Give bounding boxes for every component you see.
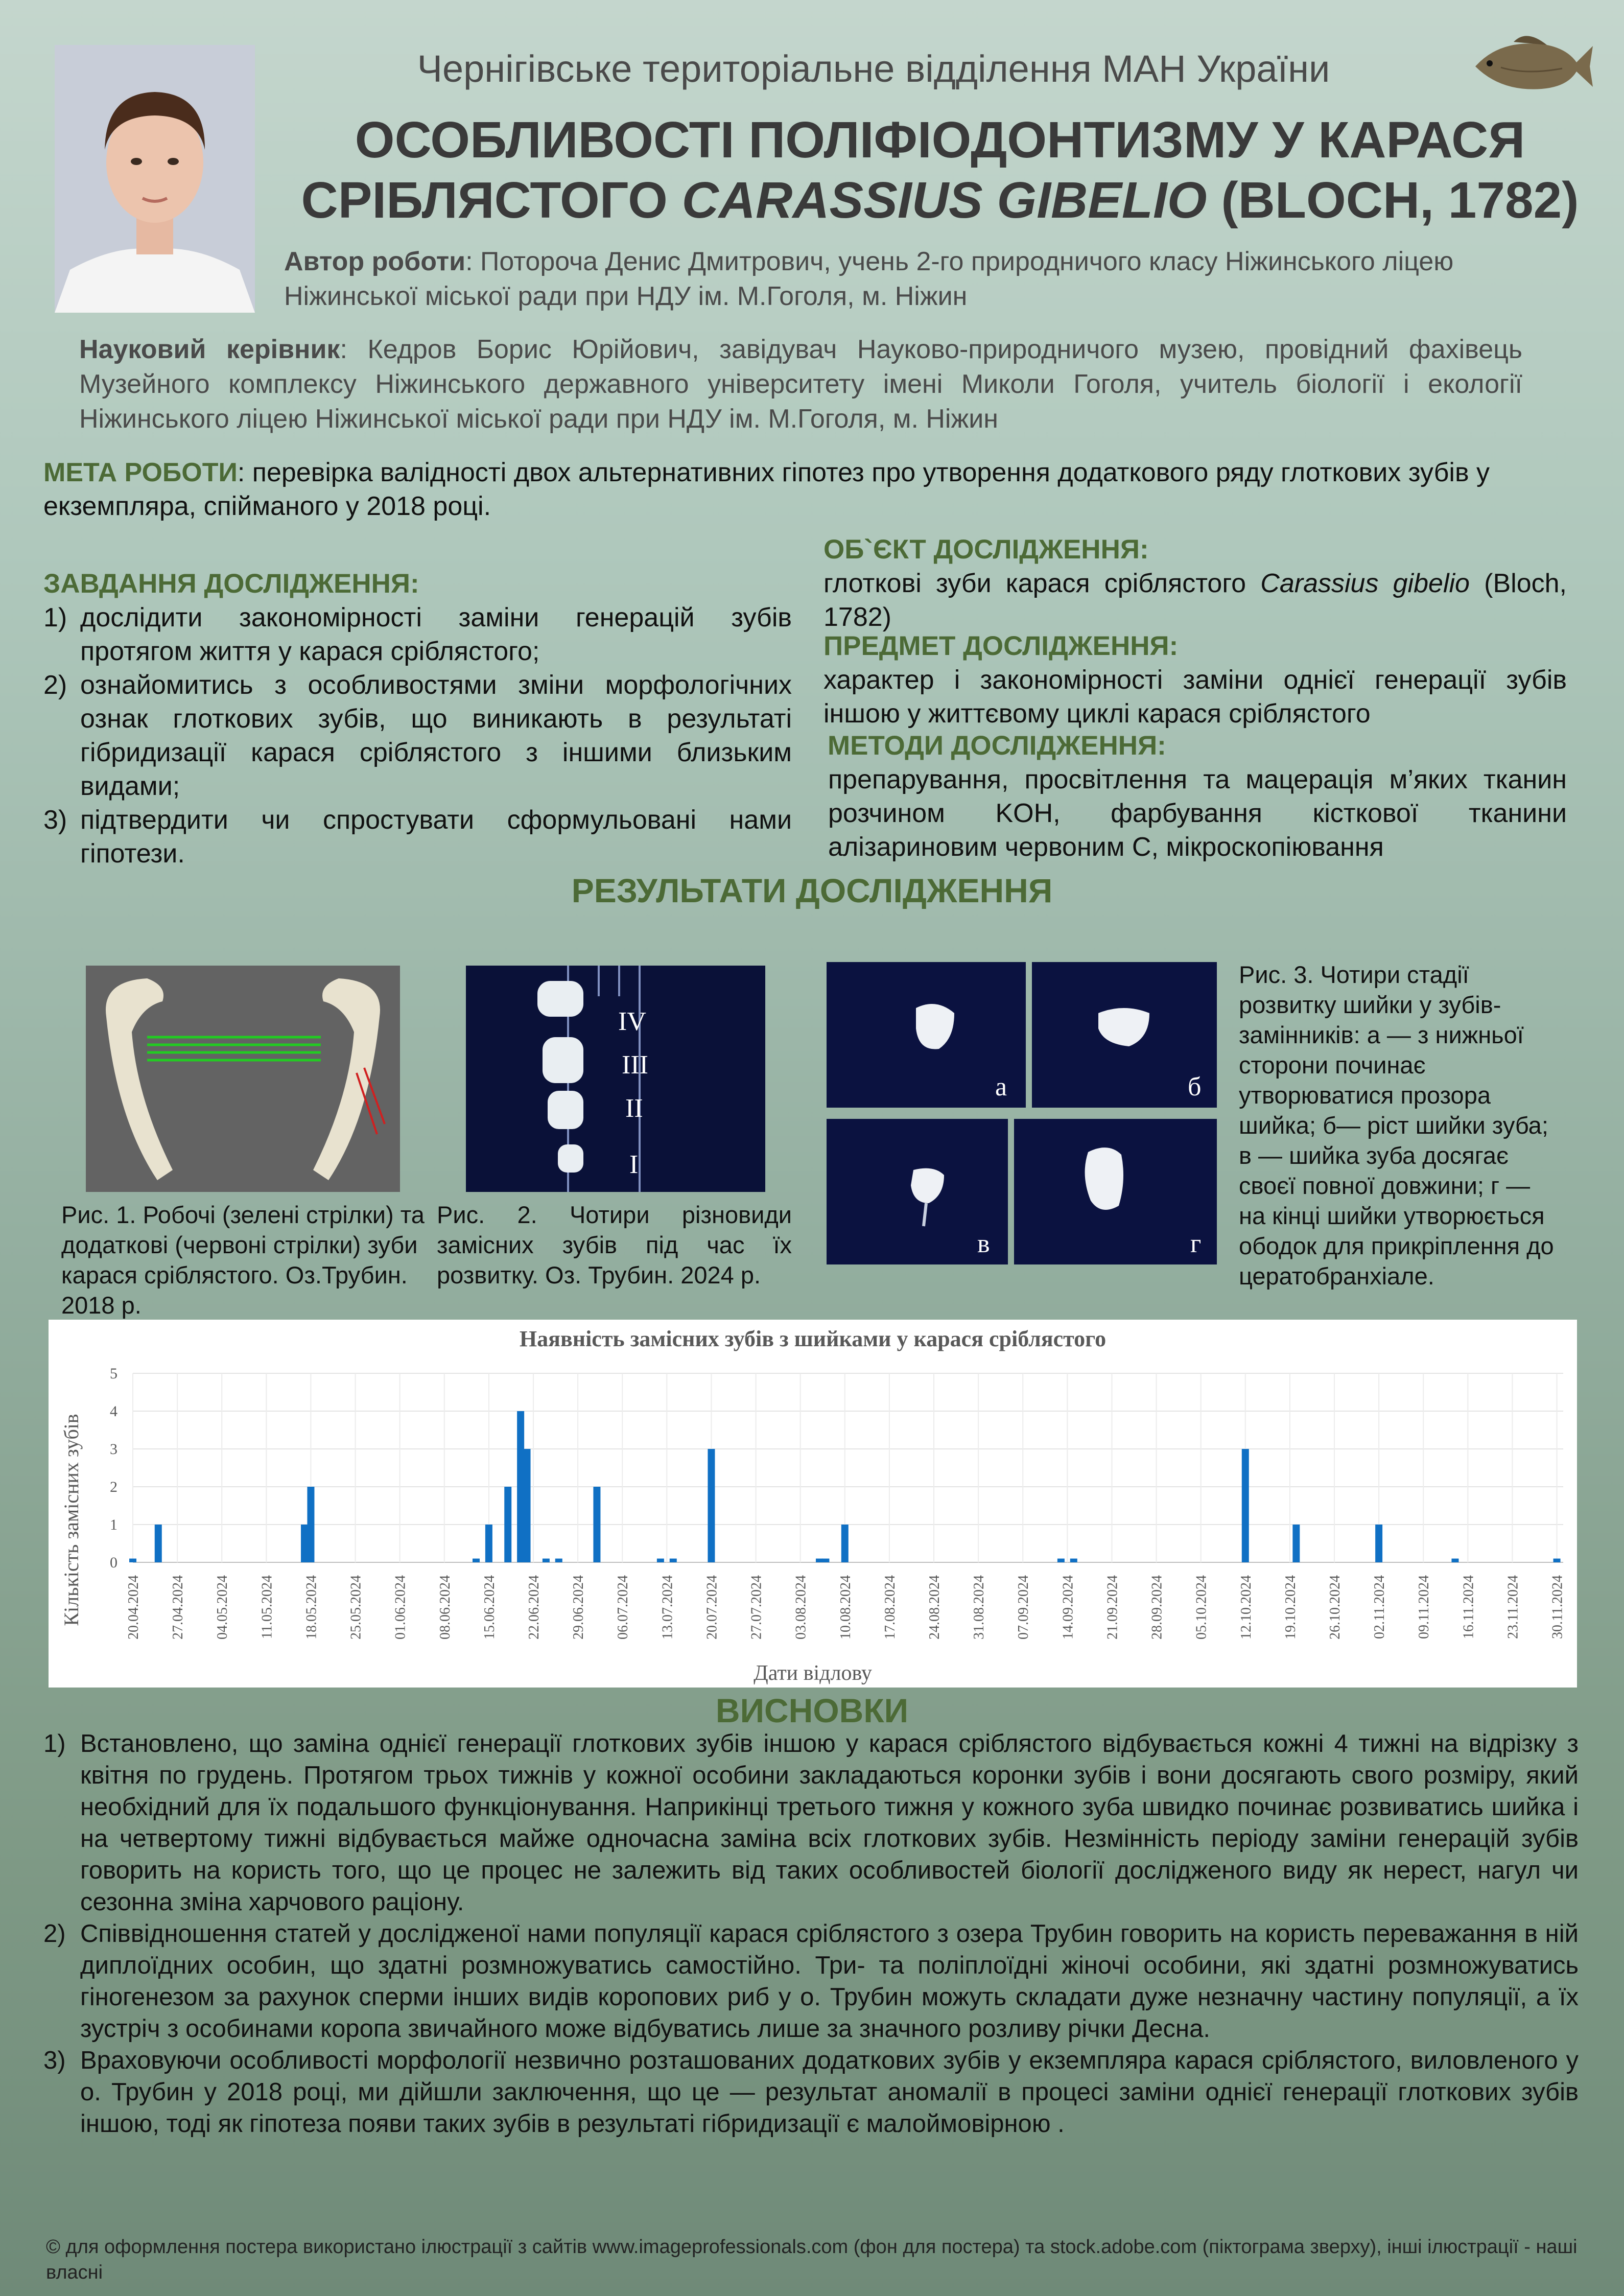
chart-xtick-label: 13.07.2024 — [660, 1575, 676, 1639]
fig3-label-v: в — [977, 1229, 990, 1258]
conclusion-item-number: 1) — [43, 1730, 66, 1758]
title-prefix: СРІБЛЯСТОГО — [301, 172, 682, 229]
chart-bar — [1292, 1525, 1300, 1562]
chart-xtick-label: 16.11.2024 — [1461, 1575, 1477, 1639]
object-species: Carassius gibelio — [1260, 569, 1470, 598]
chart-xtick-label: 03.08.2024 — [793, 1575, 809, 1639]
aim-label: МЕТА РОБОТИ — [43, 458, 238, 487]
figure-3b-photo — [1032, 962, 1217, 1108]
chart-xtick-label: 28.09.2024 — [1149, 1575, 1165, 1639]
chart-title: Наявність замісних зубів з шийками у карася сріблястого — [519, 1326, 1107, 1351]
chart-ytick-label: 4 — [110, 1403, 117, 1420]
chart-bar — [129, 1559, 136, 1562]
chart-xtick-label: 18.05.2024 — [303, 1575, 320, 1639]
chart-ytick-label: 3 — [110, 1441, 117, 1458]
results-heading: РЕЗУЛЬТАТИ ДОСЛІДЖЕННЯ — [571, 872, 1053, 909]
chart-xtick-label: 05.10.2024 — [1193, 1575, 1210, 1639]
chart-ytick-label: 2 — [110, 1479, 117, 1495]
figure-3d-photo — [1014, 1119, 1217, 1264]
chart-xtick-label: 24.08.2024 — [927, 1575, 943, 1639]
chart-bar — [155, 1525, 162, 1562]
figure-3a-photo — [827, 962, 1026, 1108]
advisor-label: Науковий керівник — [79, 335, 340, 364]
methods-heading: МЕТОДИ ДОСЛІДЖЕННЯ: — [828, 731, 1166, 761]
title-line-1: ОСОБЛИВОСТІ ПОЛІФІОДОНТИЗМУ У КАРАСЯ — [355, 111, 1525, 169]
title-species: CARASSIUS GIBELIO — [681, 172, 1207, 229]
aim-block — [43, 456, 1584, 523]
chart-xtick-label: 19.10.2024 — [1282, 1575, 1299, 1639]
conclusion-item — [43, 1918, 1579, 2045]
chart-bar — [1057, 1559, 1065, 1562]
task-item-text: ознайомитись з особливостями зміни морфологічних ознак глоткових зубів, що виникають в результаті гібридизації карася сріблястого з іншими близьким видами; — [80, 670, 792, 801]
chart-bar — [504, 1487, 511, 1562]
object-heading-text: ОБ`ЄКТ ДОСЛІДЖЕННЯ — [823, 534, 1140, 565]
conclusion-item — [43, 2045, 1579, 2140]
subject-text: характер і закономірності заміни однієї генерації зубів іншою у життєвому циклі карася сріблястого — [823, 665, 1567, 729]
chart-xtick-label: 15.06.2024 — [481, 1575, 498, 1639]
chart-xtick-label: 31.08.2024 — [971, 1575, 987, 1639]
chart-bar — [524, 1449, 531, 1562]
fig3-label-g: г — [1190, 1229, 1202, 1258]
tasks-heading: ЗАВДАННЯ ДОСЛІДЖЕННЯ: — [43, 569, 419, 599]
chart-bar — [670, 1559, 677, 1562]
chart-xtick-label: 25.05.2024 — [348, 1575, 364, 1639]
chart-bar — [1242, 1449, 1249, 1562]
methods-text: препарування, просвітлення та мацерація м’яких тканин розчином KOH, фарбування кісткової тканини алізариновим червоним С, мікроскопіювання — [828, 765, 1567, 862]
conclusion-item-number: 2) — [43, 1920, 66, 1948]
figure-3c-photo — [827, 1119, 1008, 1264]
chart-xtick-label: 14.09.2024 — [1060, 1575, 1076, 1639]
fig2-label-iv: IV — [618, 1007, 646, 1036]
chart-ytick-label: 0 — [110, 1554, 117, 1571]
task-item — [43, 601, 792, 668]
conclusion-item-number: 3) — [43, 2047, 66, 2074]
methods-block — [828, 729, 1567, 864]
figure-3-caption: Рис. 3. Чотири стадії розвитку шийки у зубів-замінників: а — з нижньої сторони починає утворюватися прозора шийка; б— ріст шийки зуба; в — шийка зуба досягає своєї повної довжини; г — на кінці шийки утворюється ободок для прикріплення до цератобранхіале. — [1239, 961, 1554, 1290]
chart-bar — [307, 1487, 314, 1562]
chart-xtick-label: 06.07.2024 — [615, 1575, 631, 1639]
chart-bar — [1070, 1559, 1077, 1562]
chart-bar — [485, 1525, 492, 1562]
tasks-block — [43, 567, 792, 871]
chart-xtick-label: 12.10.2024 — [1238, 1575, 1254, 1639]
figure-1-photo — [86, 966, 400, 1192]
object-text-prefix: глоткові зуби карася сріблястого — [823, 569, 1261, 598]
chart-bar — [543, 1559, 550, 1562]
chart-bar — [1451, 1559, 1458, 1562]
conclusion-item-text: Враховуючи особливості морфології незвично розташованих додаткових зубів у екземпляра карася сріблястого, виловленого у о. Трубин у 2018 році, ми дійшли заключення, що це — результат аномалії в процесі заміни однієї генерації глоткових зубів іншою, тоді як гіпотеза появи таких зубів в результаті гібридизації є малоймовірною . — [80, 2047, 1579, 2138]
subject-heading: ПРЕДМЕТ ДОСЛІДЖЕННЯ: — [823, 631, 1179, 661]
fig3-label-b: б — [1188, 1072, 1202, 1102]
object-block — [823, 533, 1567, 634]
aim-text: : перевірка валідності двох альтернативних гіпотез про утворення додаткового ряду глоткових зубів у екземпляра, спійманого у 2018 році. — [43, 458, 1490, 521]
chart-bar — [593, 1487, 600, 1562]
poster-title — [276, 110, 1604, 230]
chart-xtick-label: 27.04.2024 — [170, 1575, 186, 1639]
task-item-text: підтвердити чи спростувати сформульовані нами гіпотези. — [80, 805, 792, 869]
author-portrait — [55, 45, 255, 313]
advisor-block — [79, 332, 1522, 436]
conclusions-heading: ВИСНОВКИ — [715, 1692, 909, 1729]
chart-xtick-label: 04.05.2024 — [215, 1575, 231, 1639]
fig2-label-iii: III — [622, 1050, 648, 1080]
chart-xtick-label: 27.07.2024 — [748, 1575, 765, 1639]
title-suffix: (BLOCH, 1782) — [1207, 172, 1579, 229]
chart-bar — [517, 1411, 524, 1562]
figure-2-photo — [466, 966, 765, 1192]
chart-bar — [841, 1525, 849, 1562]
chart-xtick-label: 20.07.2024 — [704, 1575, 720, 1639]
organization: Чернігівське територіальне відділення МАН України — [417, 48, 1330, 90]
chart-xtick-label: 10.08.2024 — [837, 1575, 854, 1639]
chart-xtick-label: 08.06.2024 — [437, 1575, 453, 1639]
chart-xtick-label: 23.11.2024 — [1505, 1575, 1521, 1639]
object-heading — [823, 533, 1567, 567]
task-item-number: 2) — [43, 670, 67, 700]
chart-ylabel: Кількість замісних зубів — [60, 1414, 83, 1626]
figure-1-caption: Рис. 1. Робочі (зелені стрілки) та додаткові (червоні стрілки) зуби карася сріблястого. Оз.Трубин. 2018 р. — [61, 1201, 425, 1319]
fish-icon — [1465, 27, 1594, 102]
object-text — [823, 567, 1567, 634]
fig2-label-ii: II — [625, 1094, 643, 1123]
fig3-label-a: а — [995, 1072, 1007, 1102]
chart-xlabel: Дати відлову — [754, 1661, 872, 1685]
object-text-suffix: (Bloch, 1782) — [823, 569, 1567, 632]
conclusion-item-text: Встановлено, що заміна однієї генерації глоткових зубів іншою у карася сріблястого відбувається кожні 4 тижні на відрізку з квітня по грудень. Протягом трьох тижнів у кожної особини закладаються коронки зубів і вони досягають свого розміру, який необхідний для їх подальшого функціонування. Наприкінці третього тижня у кожного зуба швидко починає розвиватись шийка і на четвертому тижні відбувається майже одночасна заміна всіх глоткових зубів. Незмінність періоду заміни генерацій зубів говорить на користь того, що це процес не залежить від таких особливостей біології дослідженого виду як нерест, нагул чи сезонна зміна харчового раціону. — [80, 1730, 1579, 1916]
author-label: Автор роботи — [284, 247, 466, 276]
chart-bar — [555, 1559, 562, 1562]
task-item — [43, 668, 792, 803]
chart-xtick-label: 01.06.2024 — [392, 1575, 409, 1639]
figure-2-caption: Рис. 2. Чотири різновиди замісних зубів під час їх розвитку. Оз. Трубин. 2024 р. — [437, 1201, 792, 1288]
author-text: : Потороча Денис Дмитрович, учень 2-го природничого класу Ніжинського ліцею Ніжинської міської ради при НДУ ім. М.Гоголя, м. Ніжин — [284, 247, 1454, 311]
chart-ytick-label: 1 — [110, 1516, 117, 1533]
chart-xtick-label: 21.09.2024 — [1104, 1575, 1121, 1639]
chart-bar — [816, 1559, 823, 1562]
fig2-label-i: I — [629, 1150, 639, 1179]
chart-xtick-label: 30.11.2024 — [1549, 1575, 1566, 1639]
task-item — [43, 803, 792, 871]
title-line-2 — [276, 170, 1604, 230]
teeth-chart — [49, 1320, 1577, 1688]
chart-xtick-label: 11.05.2024 — [259, 1575, 275, 1639]
conclusion-item — [43, 1728, 1579, 1918]
chart-xtick-label: 09.11.2024 — [1416, 1575, 1432, 1639]
chart-bar — [1375, 1525, 1382, 1562]
conclusion-item-text: Співвідношення статей у дослідженої нами популяції карася сріблястого з озера Трубин говорить на користь переважання в ній диплоїдних особин, що здатні розмножуватись самостійно. Три- та поліплоїдні жіночі особини, які здатні розмножуватись гіногенезом за рахунок сперми інших видів коропових риб у о. Трубин можуть складати дуже незначну частину популяції, а їх зустріч з особинами коропа звичайного може відбуватись лише за значного розливу річки Десна. — [80, 1920, 1579, 2043]
chart-ytick-label: 5 — [110, 1365, 117, 1382]
chart-xtick-label: 20.04.2024 — [126, 1575, 142, 1639]
object-heading-colon: : — [1139, 534, 1149, 565]
task-item-number: 3) — [43, 805, 67, 835]
subject-block — [823, 629, 1567, 731]
chart-xtick-label: 07.09.2024 — [1016, 1575, 1032, 1639]
footer-credits: © для оформлення постера використано ілюстрації з сайтів www.imageprofessionals.com (фон для постера) та stock.adobe.com (піктограма зверху), інші ілюстрації - наші власні — [46, 2236, 1578, 2283]
chart-bar — [301, 1525, 308, 1562]
chart-xtick-label: 22.06.2024 — [526, 1575, 542, 1639]
chart-bar — [822, 1559, 829, 1562]
task-item-number: 1) — [43, 603, 67, 632]
conclusions-block — [43, 1728, 1579, 2140]
chart-xtick-label: 17.08.2024 — [882, 1575, 898, 1639]
chart-xtick-label: 02.11.2024 — [1372, 1575, 1388, 1639]
advisor-text: : Кедров Борис Юрійович, завідувач Науково-природничого музею, провідний фахівець Музейного комплексу Ніжинського державного університету імені Миколи Гоголя, учитель біології і екології Ніжинського ліцею Ніжинської міської ради при НДУ ім. М.Гоголя, м. Ніжин — [79, 335, 1522, 434]
chart-svg — [49, 1320, 1577, 1688]
chart-bar — [657, 1559, 664, 1562]
chart-bar — [473, 1559, 480, 1562]
task-item-text: дослідити закономірності заміни генерацій зубів протягом життя у карася сріблястого; — [80, 603, 792, 666]
chart-bar — [708, 1449, 715, 1562]
chart-xtick-label: 26.10.2024 — [1327, 1575, 1343, 1639]
chart-bar — [1554, 1559, 1561, 1562]
author-block — [284, 244, 1525, 314]
chart-xtick-label: 29.06.2024 — [571, 1575, 587, 1639]
